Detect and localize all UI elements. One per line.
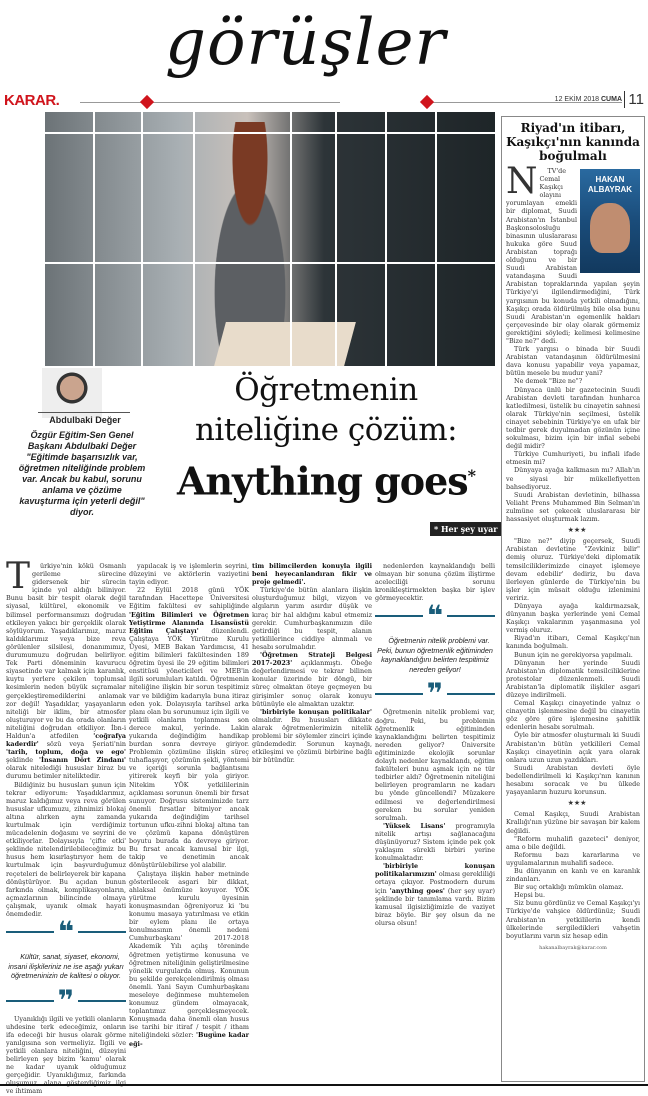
- divider: [38, 412, 130, 413]
- bold-phrase: 'Eğitim Bilimleri ve Öğretmen Yetiştirme Alanında Lisansüstü Eğitim Çalıştayı': [129, 610, 249, 635]
- paragraph: (her şey uyar) şeklinde bir tanımlama vardı. Bizim kamusal ilgisizliğimizle de vaziyet biraz böyle. Bir şey olsun da ne olursa olsun!: [375, 886, 495, 927]
- bold-phrase: 'coğrafya kaderdir': [6, 731, 126, 749]
- paragraph: Cemal Kaşıkçı cinayetinde yalnız o cinayetin işlenmesine değil bu cinayetin göz göre göre işlenmesine şahitlik edenlerin hesabı sorulmalı.: [506, 699, 640, 732]
- bold-phrase: 'Öğretmen Strateji Belgesi 2017-2023': [252, 651, 372, 668]
- section-separator: ★★★: [567, 799, 587, 808]
- article-headline: [152, 370, 500, 508]
- headline-text: Anything goes: [176, 458, 468, 504]
- bottom-rule: [0, 1084, 648, 1086]
- open-quote-icon: ❝: [375, 606, 495, 626]
- bold-phrase: 'İnsanın Dört Zindanı': [39, 756, 126, 765]
- paragraph: şeklinde: [6, 756, 34, 765]
- paragraph: TV'de Cemal Kaşıkçı olayını yorumlayan emekli bir diplomat, Suudi Arabistan'ın İstanbul Başkonsolosluğu binasının uluslararası hukuka göre Suud Arabistan toprağı olduğunu ve bir Suudi Arabistan vatandaşına Suudi Arabistan topraklarında yapılan şeyin Türkiye'yi ilgilendirmediğini, Türk yargısının bu konuda yetkili olmadığını, Kaşıkçı orada öldürülmüş bile olsa bunu Suudi Arabistan'ın egemenlik hakları çerçevesinde bir olay olarak görmemiz gerektiğini söyledi; kelimesi kelimesine "Bize ne?" dedi.: [506, 167, 640, 345]
- paragraph: Türkiye Cumhuriyeti, bu infiali ifade etmesin mi?: [506, 450, 640, 467]
- paragraph: Türkiye'de bütün alanlara ilişkin oluşturduğumuz bilgi, vizyon ve algıların yarım asırdır düşük ve kıraç bir hal aldığını kabul etmemiz gerekir. Cumhurbaşkanımızın dile getirdiği bu tespit, alanın yetkililerince ciddiye alınmalı ve hesabı sorulmalıdır.: [252, 586, 372, 651]
- paragraph: Uyanıklığı ilgili ve yetkili olanların uhdesine terk edeceğimiz, onların ifa edeceği bir husus olarak görme yanılgısına son vermeliyiz. İlgili ve yetkili olanlara niteliğini, düzeyini belirleyen şey bizim 'kamu' olarak ne kadar uyanık olduğumuz gerçeğidir. Uyanıklığımız, farkında ve ihtimam: [6, 1014, 126, 1096]
- paragraph: nedenlerden kaynaklandığı belli olmayan bir sonuna çözüm iliştirme aceleciliği sorunu kronikleştirmekten başka bir işlev görmeyecektir.: [375, 562, 495, 603]
- paragraph: Cemal Kaşıkçı, Suudi Arabistan Krallığı'nın yüzüne bir savaşan bir kalem değildi.: [506, 810, 640, 835]
- tile-divider: [45, 132, 495, 134]
- paragraph: Ne demek "Bize ne"?: [514, 377, 583, 386]
- author-email: hakanalbayrak@karar.com: [539, 944, 607, 951]
- tile-divider: [335, 112, 337, 366]
- paragraph: Suudi Arabistan devletinin, bilhassa Veliaht Prens Muhammed Bin Selman'ın zulmüne set çekecek uluslararası bir hassasiyet oluşturmak lazım.: [506, 490, 640, 524]
- article-column-3: [252, 562, 372, 1082]
- paragraph: ürkiye'nin kökü Osmanlı gerileme sürecine gidersenek bir sürecin içinde yol aldığı biliniyor. Bunu basit bir tespit olarak değil siyasal, kültürel, ekonomik ve bilimsel performansımızı doğrudan etkileyen yakıcı bir gerçeklik olarak söylüyorum. Yaşadıklarımız, maruz kaldıklarımız veya bize reva görülenler silsilesi, donanımımız, durumumuzu doğrudan belirliyor. Tek Parti döneminin kavurucu siyasetinde var kalmak için karanlık, kuytu yerlere çekilen toplumsal kesimlerin neden büyük sıçramalar gerçekleştiremediklerini anlamak zor değil! Yaşadıklar, yaşayanların niteliği bir iklim, bir atmosfer oluşturuyor ve bu da orada olanların niteliğini doğrudan etkiliyor. İbn-i Haldun'a atfedilen: [6, 562, 126, 740]
- columnist-first-name: HAKAN: [595, 175, 625, 184]
- paragraph: olmalıdır. Bu hususları dikkate alarak öğretmenlerimizin nitelik problemi bir söylemler zinciri içinde gündemdedir. Sorunun kaynağı, etkileşimi ve çözümü birbirine bağlı bir bütündür.: [252, 715, 372, 765]
- paragraph: Suudi Arabistan devleti öyle bedellendirilmeli ki Kaşıkçı'nın kanının hesabını soracak ve bu ülkede yaşayanların huzuru korunsun.: [506, 763, 640, 797]
- section-title: görüşler: [165, 6, 447, 80]
- bold-phrase: 'birbiriyle konuşan politikalarımızın': [375, 862, 495, 879]
- columnist-last-name: ALBAYRAK: [587, 185, 633, 194]
- headline-line: [152, 450, 500, 508]
- translation-tag: * Her şey uyar: [430, 522, 502, 536]
- close-quote-icon: ❞: [375, 684, 495, 704]
- paragraph: sözü veya Şeriati'nin: [46, 740, 126, 749]
- sidebar-title: Riyad'ın itibarı, Kaşıkçı'nın kanında boğulmalı: [506, 121, 640, 163]
- section-separator: ★★★: [567, 526, 587, 535]
- bold-phrase: 'Yüksek Lisans': [383, 821, 446, 830]
- bold-phrase: 'anything goes': [389, 886, 445, 895]
- paragraph: "Bize ne?" diyip geçersek, Suudi Arabistan devletine "Zevkiniz bilir" demiş oluruz. Türkiye'deki diplomatik temsilciliklerimizde cinayet işlemeye devam edebilir' dediriz, bu dava ilerleyen günlerde de Türkiye'nin bu işler için müsait olduğu izlenimini veririz.: [506, 537, 640, 602]
- tile-divider: [141, 112, 143, 366]
- close-quote-icon: ❞: [6, 991, 126, 1011]
- paragraph: Dünyaca ünlü bir gazetecinin Suudi Arabistan devleti tarafından hunharca katledilmesi, üstelik bu cinayetin sahnesi olarak Türkiye'nin seçilmesi, üstelik cinayet sebebinin Türkiye'ye en ufak bir tedbir gerek duyulmadan gözünün içine sokulması, bizim için bir infial sebebi değil midir?: [506, 385, 640, 451]
- paragraph: programıyla nitelik artışı sağlanacağını düşünüyoruz? Sistem içinde pek çok yaklaşım sürekli birbiri yerine konulmaktadır.: [375, 821, 495, 863]
- bold-phrase: 'Bugüne kadar eği-: [129, 1031, 249, 1048]
- drop-cap: N: [506, 161, 538, 202]
- bold-phrase: tim bilimcilerden konuyla ilgili beni heyecanlandıran fikir ve proje gelmedi'.: [252, 562, 372, 587]
- author-avatar: [42, 368, 102, 418]
- brand-logo: KARAR.: [4, 92, 60, 109]
- paragraph: "Reform muhalifi gazeteci" deniyor, ama o bile değildi.: [506, 834, 640, 851]
- headline-line: niteliğine çözüm:: [194, 412, 458, 448]
- classroom-photo: [45, 112, 495, 366]
- paragraph: Bunun için ne gerekiyorsa yapılmalı.: [514, 650, 633, 659]
- day-text: CUMA: [601, 96, 622, 103]
- article-column-4: [375, 562, 495, 1082]
- tile-divider: [435, 112, 437, 366]
- paragraph: düzenlendi. Çalıştaya YÖK Yürütme Kurulu Üyesi, MEB Bakan Yardımcısı, 41 eğitim bilimleri fakültesinden 189 öğretim üyesi ile 29 eğitim bilimleri enstitüsü yöneticileri ve MEB'in ilgili sorumluları katıldı. Öğretmenin niteliğine ilişkin bir sorun tespitimiz var ve bildiğim kadarıyla buna itiraz eden yok. Dolayısıyla tarihsel arka planı olan bu sorunumuz için ilgili ve yetkili olanların toplanması son derece makul, yerinde. Lakin yukarıda değindiğim handikap burdan sonra devreye giriyor. Problemin çözümüne ilişkin süreç tuhaflaşıyor, çözümün şekli, yöntemi ve içeriği sorunla bağlantısını yitirerek keyfi bir yola giriyor. Nitekim YÖK yetkililerinin açıklaması sorunun önemli bir fırsat sunuyor. Doğrusu sistemimizde tarz önemli fırsatlar bitmiyor ancak yukarıda değindiğim tarihsel tortunun ufku-zihni blokaj altına tan ve çözümü kapana dönüştüren boyutu burada da devreye giriyor. Bu fırsat ancak kamusal bir ilgi, takip ve denetimin ancak dönüştürülebilirse yol alabilir.: [129, 626, 249, 870]
- tile-divider: [193, 112, 195, 366]
- date-text: 12 EKİM 2018: [554, 96, 600, 103]
- tile-divider: [93, 112, 95, 366]
- paragraph: Bu dünyanın en kanlı ve en karanlık zindanları.: [506, 866, 640, 884]
- diamond-ornament-icon: [140, 95, 154, 109]
- pull-quote: Öğretmenin nitelik problemi var. Peki, bunun öğretmenlik eğitiminden kaynaklandığını belirten tespitimiz nereden geliyor!: [377, 636, 493, 674]
- bold-phrase: 'tarih, toplum, doğa ve ego': [6, 748, 126, 757]
- paragraph: Dünyaya ayağa kalkmasın mı? Allah'ın ve siyasi bir mükellefiyetten bahsediyoruz.: [506, 466, 640, 491]
- columnist-face: [590, 203, 630, 253]
- paragraph: açıklanmıştı. Öbeğe değerlendirmesi ve tekrar bilinen konular üzerinde bir döngü, bir süreç olmaktan öteye geçmeyen bu girişimler sonuç olarak konuyu bütünüyle ele almaktan uzaktır.: [252, 659, 372, 708]
- paragraph: Çalıştaya ilişkin haber metninde gösterilecek asgari bir dikkat, ahlaksal önümüze koyuyor. YÖK yürütme kurulu üyesinin konuşmasından öğreniyoruz ki 'bu konumu masaya yatırılması ve etkin bir eylem planı ile ortaya konulmasının önemli nedeni Cumhurbaşkanı' 2017-2018 Akademik Yılı açılış töreninde öğretmen yetiştirme konusuna ve öğretmen niteliğinin geliştirilmesine yönelik vurgularda olmuş. Konunun bu şekilde gerekçelendirilmiş olması önemli. Yani Sayın Cumhurbaşkanı meseleye değinmese muhtemelen konumuz gündem olmayacak, toplantımız gerçekleşmeyecek. Konuşmada daha önemli olan husus ise tarihi bir itiraf / tespit / itham niteliğindeki sözler:: [129, 869, 249, 1040]
- headline-line: Öğretmenin: [234, 372, 418, 408]
- pull-quote: Kültür, sanat, siyaset, ekonomi, insani ilişkileriniz ne ise aşağı yukarı öğretmeninizin de kalitesi o oluyor.: [8, 952, 124, 981]
- paragraph: Siz bunu gördünüz ve Cemal Kaşıkçı'yı Türkiye'de vahşice öldürdünüz; Suudi Arabistan'ın yetkililerin kendi ülkelerinde sergiledikleri vahşetin boyutlarını varın siz hesap edin: [506, 899, 640, 940]
- paragraph: Reformu bazı kararlarına ve uygulamalarının muhalifi sadece.: [506, 850, 640, 867]
- article-column-1: [6, 556, 126, 1096]
- paragraph: Riyad'ın itibarı, Cemal Kaşıkçı'nın kanında boğulmalı.: [506, 634, 640, 651]
- tile-divider: [45, 262, 495, 264]
- header-rule: [80, 102, 340, 103]
- open-quote-icon: ❝: [6, 922, 126, 942]
- paragraph: Bildiğiniz bu hususları şunun için tekrar ediyorum: Yaşadıklarımız, maruz kaldığımız veya reva görülen hususlar ufkumuzu, zihnimizi blokaj altına alırken aynı zamanda kurtulmak için verdiğimiz mücadelenin doğasını ve seyrini de etkiliyorlar. Dolayısıyla 'çifte etki' şeklinde nitelendirilebileceğimiz bu husus hem kısırlaştırıyor hem de kurtulmak için başvurduğumuz reçeteleri de belirleyerek bir kapana dönüştürüyor. Bu açıdan bunun farkında olmak, komplikasyonların, açmazlarının bilincinde olmaya çalışmak, uyanık olmak hayati önemdedir.: [6, 780, 126, 919]
- paragraph: Dünyaya ayağa kaldırmazsak, dünyanın başka yerlerinde yeni Cemal Kaşıkçı vakalarının yaşanmasına yol vermiş oluruz.: [506, 601, 640, 635]
- paragraph: Dünyanın her yerinde Suudi Arabistan'ın diplomatik temsilciliklerine protestolar düzenlenmeli. Suudi Arabistan'la diplomatik ilişkiler asgari düzeye indirilmeli.: [506, 658, 640, 699]
- tile-divider: [290, 112, 292, 366]
- paragraph: olarak nitelediği hususlar biraz bu durumu betimler niteliktedir.: [6, 764, 126, 781]
- paragraph: Öğretmenin nitelik problemi var, doğru. Peki, bu problemin öğretmenlik eğitiminden kaynaklandığını belirten tespitimiz nereden geliyor? Üniversite eğitiminizde ekolojik sorunlar dolaylı nedenler kaynaklandı, eğitim fakülteleri bunu aşmak için ne tür tedbirler aldı? Öğretmenin niteliğini belirleyen programların ne kadarı bu yönde güncellendi? Müzakere edilmesi ve değerlendirilmesi gereken bu sorular yeniden sorulmalı.: [375, 708, 495, 822]
- columnist-photo: [580, 169, 640, 273]
- paragraph: Türk yargısı o binada bir Suudi Arabistan vatandaşının öldürülmesini dava konusu yapabilir veya yapamaz, bütün mesele bu mudur yani?: [506, 345, 640, 378]
- paragraph: olması gerekliliği ortaya çıkıyor. Postmodern durum için: [375, 870, 495, 895]
- opinion-sidebar: [501, 116, 645, 1082]
- diamond-ornament-icon: [420, 95, 434, 109]
- page-number: 11: [624, 91, 644, 108]
- author-name: Abdulbaki Değer: [49, 415, 121, 425]
- paragraph: Hepsi bu.: [514, 891, 546, 900]
- article-column-2: [129, 562, 249, 1082]
- paragraph: 22 Eylül 2018 günü YÖK tarafından Hacettepe Üniversitesi Eğitim fakültesi ev sahipliğinde: [129, 586, 249, 611]
- paragraph: Bir suç ortaklığı mümkün olamaz.: [514, 883, 624, 892]
- article-intro: Özgür Eğitim-Sen Genel Başkanı Abdulbaki Değer "Eğitimde başarısızlık var, öğretmen niteliğinde problem var. Ancak bu kabul, sorunu anlama ve çözüme kavuşturma için yeterli değil" diyor.: [18, 430, 146, 517]
- paragraph: Öyle bir atmosfer oluşturmalı ki Suudi Arabistan'ın bütün yetkilileri Cemal Kaşıkçı cinayetinin açık yara olarak onlara uzun uzun yazdıkları.: [506, 731, 640, 764]
- paragraph: yapılacak iş ve işlemlerin seyrini, düzeyini ve aktörlerin vaziyetini tayin ediyor.: [129, 562, 249, 587]
- bold-phrase: 'birbiriyle konuşan politikalar': [260, 707, 372, 716]
- tile-divider: [385, 112, 387, 366]
- drop-cap: T: [6, 556, 31, 597]
- issue-date: [555, 96, 622, 103]
- sidebar-body: [506, 161, 640, 952]
- footnote-mark: *: [467, 466, 476, 485]
